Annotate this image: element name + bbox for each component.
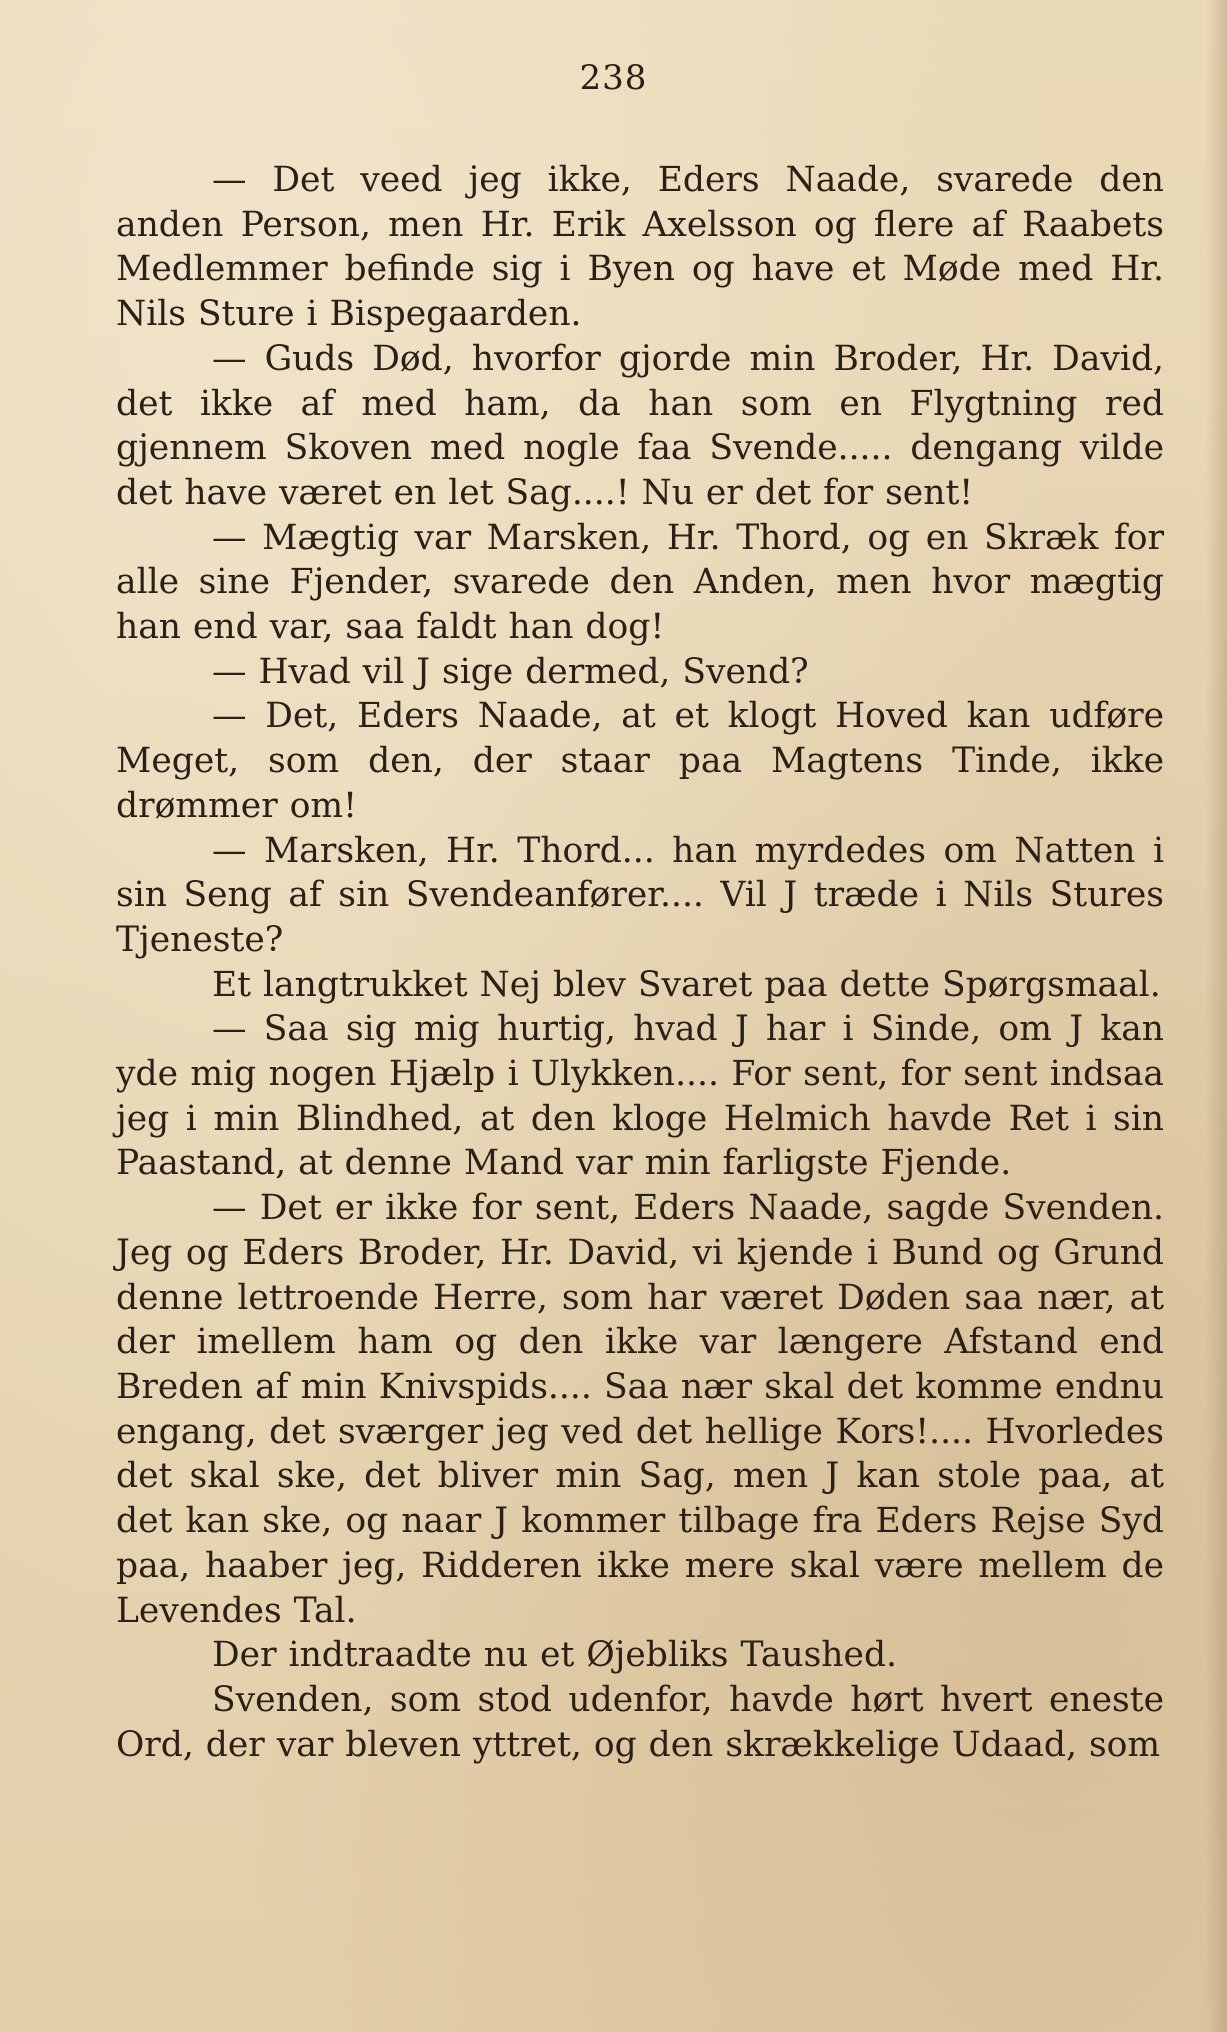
paragraph: — Mægtig var Marsken, Hr. Thord, og en Skræk for alle sine Fjender, svarede den Anden, men hvor mægtig han end var, saa faldt han dog! xyxy=(116,517,1164,648)
paragraph: — Hvad vil J sige dermed, Svend? xyxy=(212,651,809,692)
paragraph: — Det veed jeg ikke, Eders Naade, svarede den anden Person, men Hr. Erik Axelsson og flere af Raabets Medlemmer befinde sig i Byen og have et Møde med Hr. Nils Sture i Bispegaarden. xyxy=(116,160,1164,335)
page-number: 238 xyxy=(579,58,648,98)
paragraph: — Det, Eders Naade, at et klogt Hoved kan udføre Meget, som den, der staar paa Magtens Tinde, ikke drømmer om! xyxy=(116,696,1164,826)
body-text xyxy=(116,158,1164,1767)
paragraph: — Marsken, Hr. Thord... han myrdedes om Natten i sin Seng af sin Svendeanfører.... Vil J træde i Nils Stures Tjeneste? xyxy=(116,830,1164,960)
paragraph: — Saa sig mig hurtig, hvad J har i Sinde, om J kan yde mig nogen Hjælp i Ulykken.... For sent, for sent indsaa jeg i min Blindhed, at den kloge Helmich havde Ret i sin Paastand, at denne Mand var min farligste Fjende. xyxy=(116,1009,1164,1184)
paragraph: Svenden, som stod udenfor, havde hørt hvert eneste Ord, der var bleven yttret, og den skrækkelige Udaad, som xyxy=(116,1679,1164,1765)
paragraph: Der indtraadte nu et Øjebliks Taushed. xyxy=(212,1635,897,1676)
paragraph: — Guds Død, hvorfor gjorde min Broder, Hr. David, det ikke af med ham, da han som en Flygtning red gjennem Skoven med nogle faa Svende..... dengang vilde det have været en let Sag....! Nu er det for sent! xyxy=(116,338,1164,513)
paragraph: — Det er ikke for sent, Eders Naade, sagde Svenden. Jeg og Eders Broder, Hr. David, vi kjende i Bund og Grund denne lettroende Herre, som har været Døden saa nær, at der imellem ham og den ikke var længere Afstand end Breden af min Knivspids.... Saa nær skal det komme endnu engang, det sværger jeg ved det hellige Kors!.... Hvorledes det skal ske, det bliver min Sag, men J kan stole paa, at det kan ske, og naar J kommer tilbage fra Eders Rejse Syd paa, haaber jeg, Ridderen ikke mere skal være mellem de Levendes Tal. xyxy=(116,1188,1164,1631)
paragraph: Et langtrukket Nej blev Svaret paa dette Spørgsmaal. xyxy=(212,964,1161,1005)
page-edge-shadow xyxy=(1205,0,1227,2032)
